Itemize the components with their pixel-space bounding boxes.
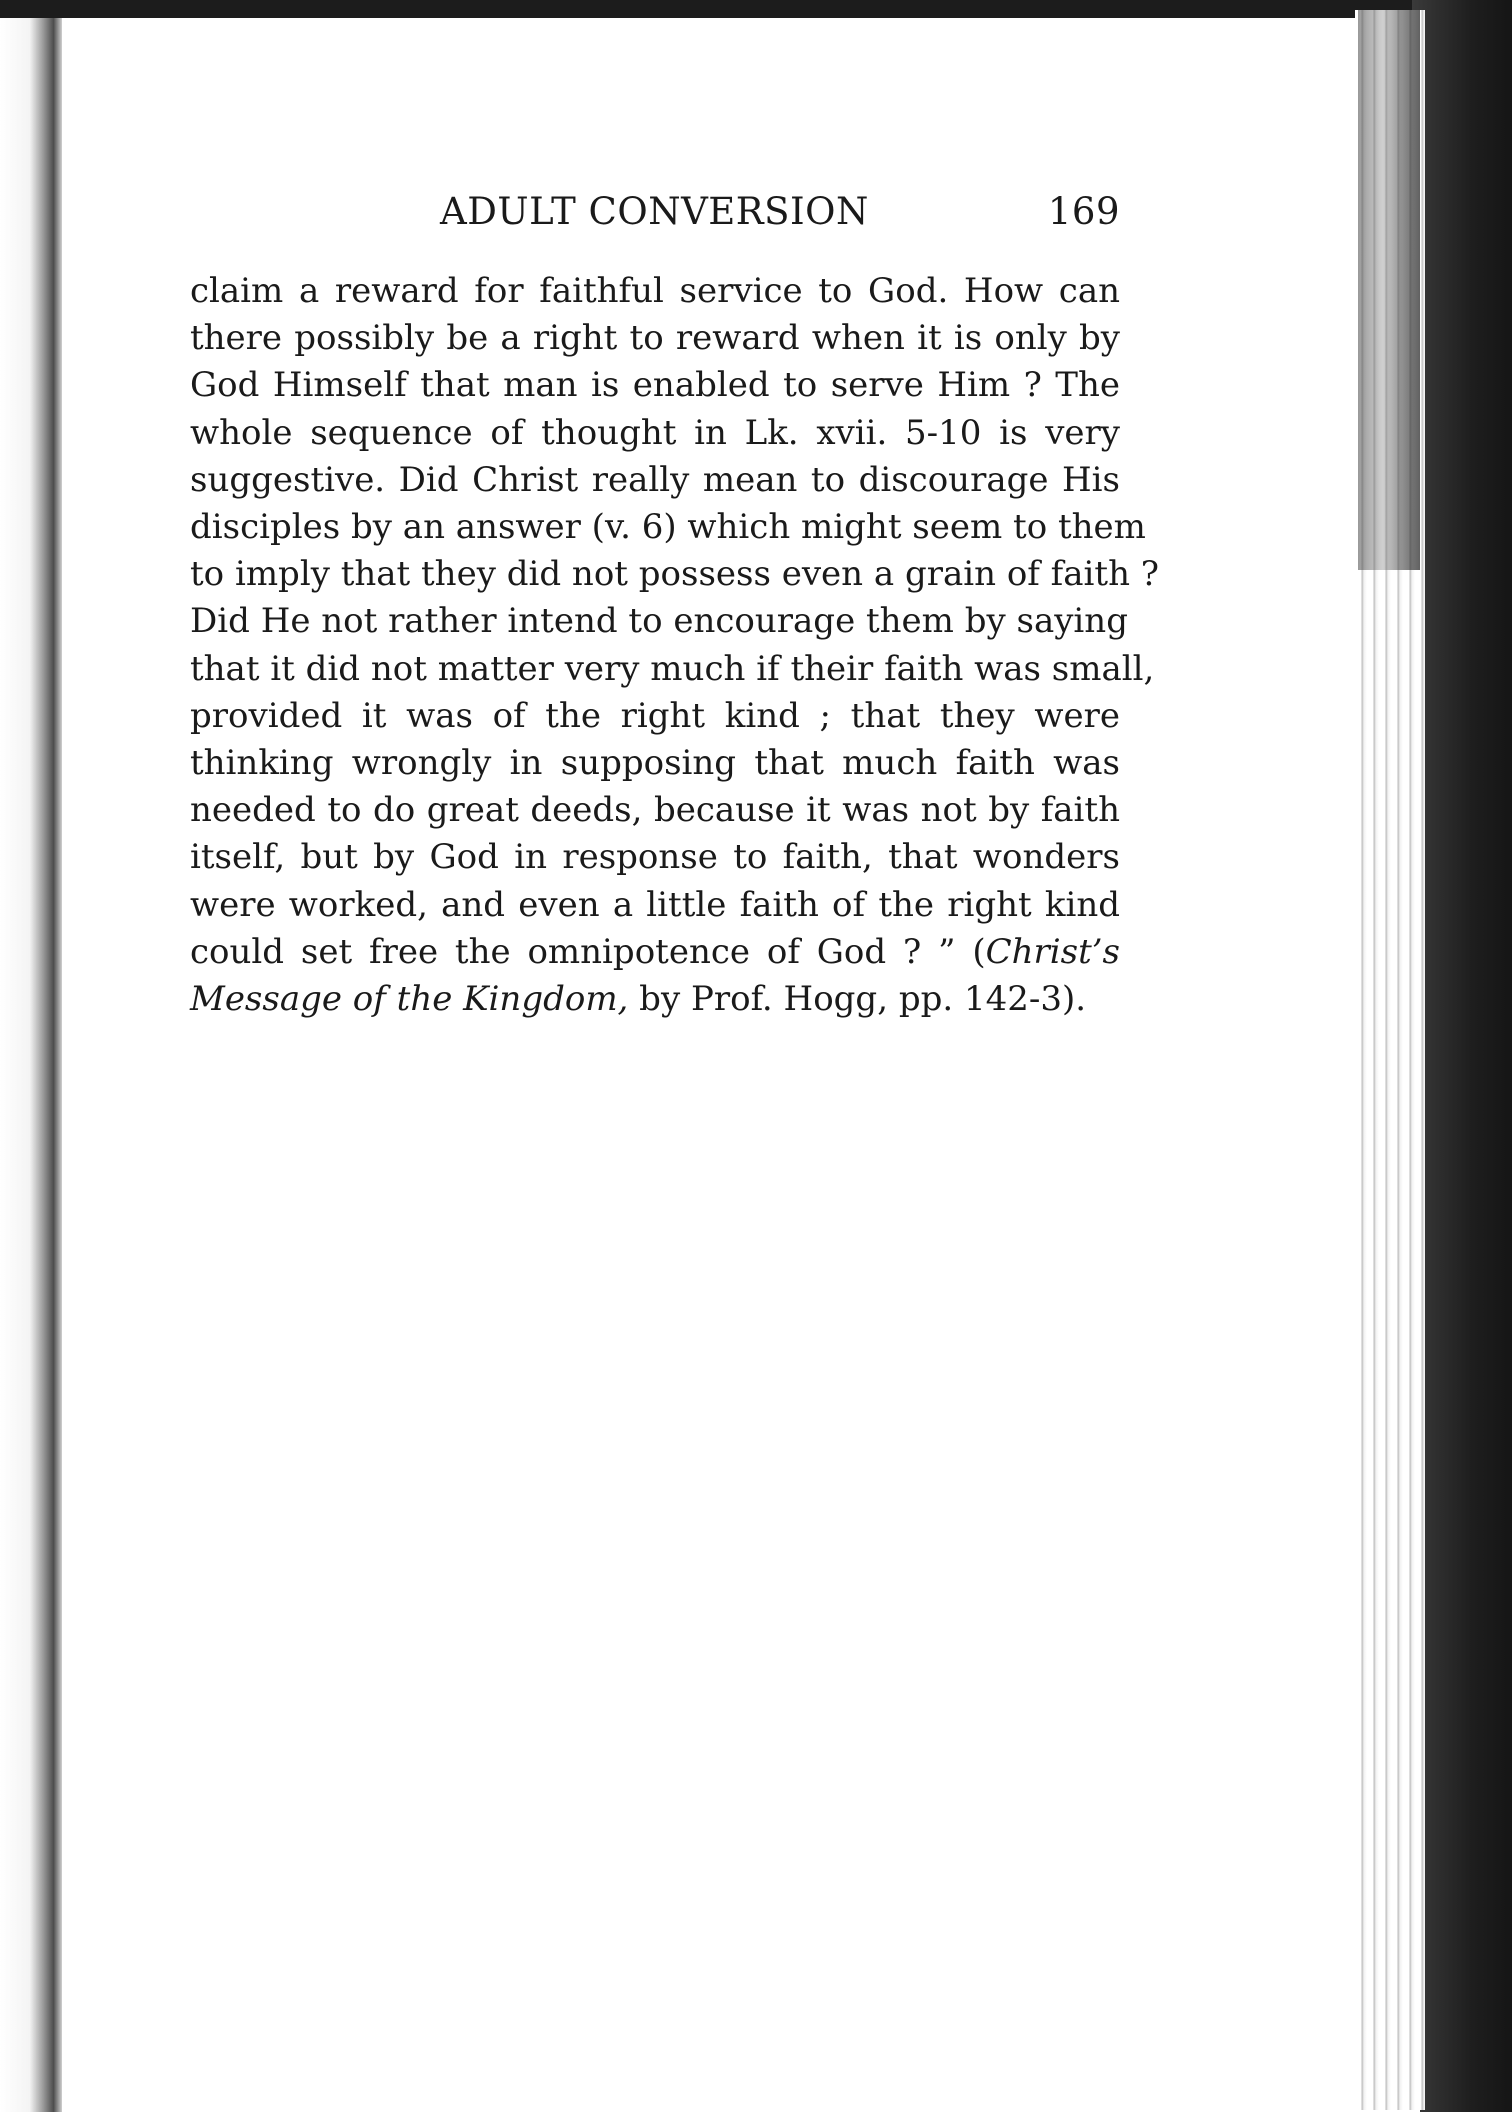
text-line: Did He not rather intend to encourage them by saying — [190, 601, 1128, 642]
page-gutter — [0, 18, 54, 2112]
text-line: God Himself that man is enabled to serve Him ? The — [190, 365, 1120, 406]
text-line: whole sequence of thought in Lk. xvii. 5-10 is very — [190, 412, 1120, 453]
running-head — [190, 190, 1120, 240]
scan-background-right — [1412, 0, 1512, 2112]
text-line: were worked, and even a little faith of the right kind — [190, 884, 1120, 925]
citation-title-part-1: Christ’s — [985, 931, 1120, 972]
text-line: claim a reward for faithful service to God. How can — [190, 271, 1120, 311]
page-number: 169 — [1047, 190, 1120, 233]
text-line: thinking wrongly in supposing that much faith was — [190, 743, 1120, 784]
text-line: itself, but by God in response to faith, that wonders — [190, 837, 1120, 878]
text-line: needed to do great deeds, because it was not by faith — [190, 790, 1120, 831]
text-line: suggestive. Did Christ really mean to discourage His — [190, 459, 1120, 500]
text-line: disciples by an answer (v. 6) which might seem to them — [190, 507, 1146, 548]
body-paragraph — [190, 268, 1159, 1023]
page-edge-shadow — [1358, 10, 1420, 570]
text-line-citation-start — [190, 929, 1120, 976]
text-line-citation-end — [190, 976, 1120, 1023]
citation-author-pages: by Prof. Hogg, pp. 142-3). — [628, 979, 1087, 1020]
text-line: to imply that they did not possess even a grain of faith ? — [190, 554, 1159, 595]
text-line: there possibly be a right to reward when it is only by — [190, 318, 1120, 359]
text-line: provided it was of the right kind ; that they were — [190, 695, 1120, 736]
gutter-edge-line — [54, 18, 62, 2112]
citation-lead-text: could set free the omnipotence of God ? ” ( — [190, 931, 986, 972]
citation-title-part-2: Message of the Kingdom, — [190, 979, 629, 1020]
running-head-title: ADULT CONVERSION — [440, 190, 869, 233]
text-line: that it did not matter very much if their faith was small, — [190, 648, 1155, 689]
